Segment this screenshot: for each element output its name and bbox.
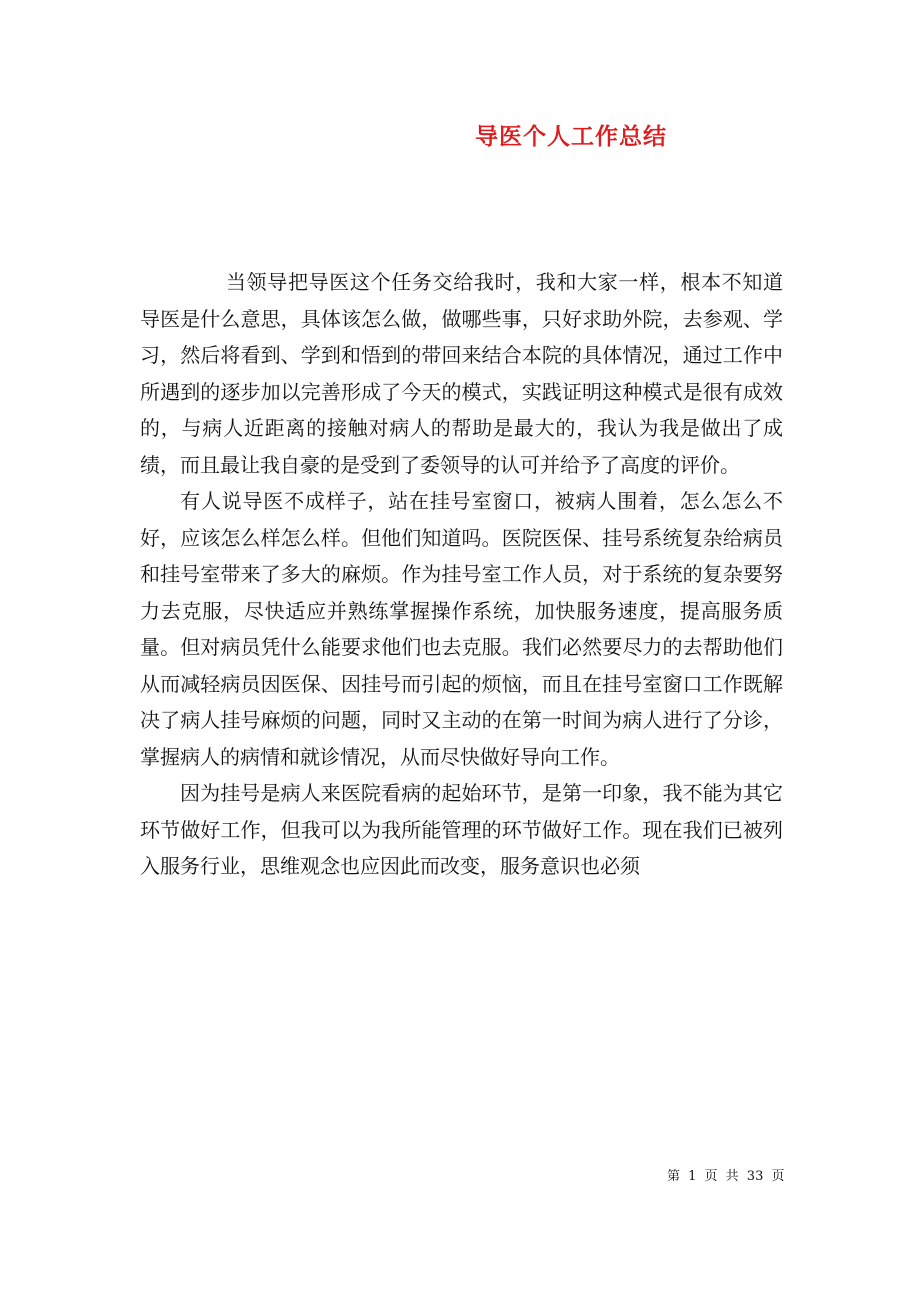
paragraph-2: 有人说导医不成样子，站在挂号室窗口，被病人围着，怎么怎么不好，应该怎么样怎么样。但他们知道吗。医院医保、挂号系统复杂给病员和挂号室带来了多大的麻烦。作为挂号室工作人员，对于系统的复杂要努力去克服，尽快适应并熟练掌握操作系统，加快服务速度，提高服务质量。但对病员凭什么能要求他们也去克服。我们必然要尽力的去帮助他们从而减轻病员因医保、因挂号而引起的烦恼，而且在挂号室窗口工作既解决了病人挂号麻烦的问题，同时又主动的在第一时间为病人进行了分诊，掌握病人的病情和就诊情况，从而尽快做好导向工作。: [140, 489, 783, 769]
page-number-footer: 第 1 页 共 33 页: [667, 1169, 785, 1184]
document-title: 导医个人工作总结: [475, 123, 667, 150]
document-body: [140, 264, 783, 885]
paragraph-1: 当领导把导医这个任务交给我时，我和大家一样，根本不知道导医是什么意思，具体该怎么做，做哪些事，只好求助外院，去参观、学习，然后将看到、学到和悟到的带回来结合本院的具体情况，通过工作中所遇到的逐步加以完善形成了今天的模式，实践证明这种模式是很有成效的，与病人近距离的接触对病人的帮助是最大的，我认为我是做出了成绩，而且最让我自豪的是受到了委领导的认可并给予了高度的评价。: [140, 270, 783, 477]
paragraph-3: 因为挂号是病人来医院看病的起始环节，是第一印象，我不能为其它环节做好工作，但我可以为我所能管理的环节做好工作。现在我们已被列入服务行业，思维观念也应因此而改变，服务意识也必须: [140, 781, 783, 878]
